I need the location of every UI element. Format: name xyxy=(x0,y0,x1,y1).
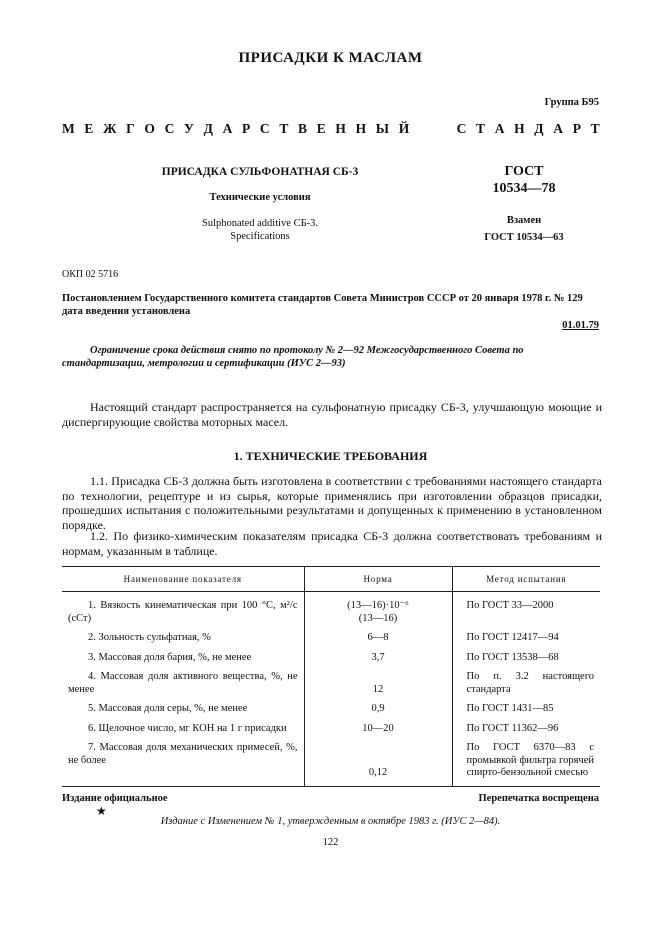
page-number: 122 xyxy=(322,837,339,848)
banner-letter: Е xyxy=(316,121,326,136)
header-norm: Норма xyxy=(304,567,452,592)
group-label: Группа Б95 xyxy=(544,97,599,108)
table-row xyxy=(62,592,600,633)
banner-letter: Т xyxy=(279,121,289,136)
norm-value xyxy=(304,592,452,633)
norm-value: 10—20 xyxy=(304,723,452,743)
test-method: По ГОСТ 1431—85 xyxy=(452,703,600,723)
okp-code: ОКП 02 5716 xyxy=(62,269,119,280)
banner-letter: Г xyxy=(126,121,135,136)
banner-letter: Т xyxy=(590,121,600,136)
gost-designation xyxy=(470,163,578,197)
banner-letter: Н xyxy=(335,121,346,136)
replaces-value: ГОСТ 10534—63 xyxy=(484,232,564,243)
table-row xyxy=(62,703,600,723)
banner-letter: А xyxy=(494,121,505,136)
validity-limit-note: Ограничение срока действия снято по протоколу № 2—92 Межгосударственного Совета по стандартизации, метрологии и сертификации (ИУС 2—93) xyxy=(62,345,524,369)
parameter-name: 5. Массовая доля серы, %, не менее xyxy=(88,703,248,714)
parameter-name: 7. Массовая доля механических примесей, %, не более xyxy=(62,742,304,786)
banner-letter: Д xyxy=(534,121,544,136)
norm-value: 3,7 xyxy=(304,652,452,672)
table-row xyxy=(62,671,600,703)
test-method: По ГОСТ 13538—68 xyxy=(452,652,600,672)
test-method: По ГОСТ 12417—94 xyxy=(452,632,600,652)
star-icon: ★ xyxy=(96,804,107,818)
gost-label: ГОСТ xyxy=(504,164,544,179)
banner-letter: У xyxy=(184,121,194,136)
section-heading: 1. ТЕХНИЧЕСКИЕ ТРЕБОВАНИЯ xyxy=(233,449,428,463)
clause-1-2: 1.2. По физико-химическим показателям присадка СБ-3 должна соответствовать требованиям и нормам, указанным в таблице. xyxy=(62,529,602,558)
banner-letter: Ж xyxy=(103,121,117,136)
banner-letter: В xyxy=(298,121,308,136)
parameter-name: 6. Щелочное число, мг КОН на 1 г присадки xyxy=(88,722,287,734)
test-method: По ГОСТ 11362—96 xyxy=(452,723,600,743)
banner-letter: Р xyxy=(242,121,251,136)
norm-value: 0,12 xyxy=(304,742,452,786)
gost-number: 10534—78 xyxy=(492,181,556,196)
clause-1-1: 1.1. Присадка СБ-3 должна быть изготовлена в соответствии с требованиями настоящего стандарта по технологии, рецептуре и из сырья, которые применялись при изготовлении образцов присадки, прошедших испытания с положительными результатами и допущенных к применению в установленном порядке. xyxy=(62,474,602,532)
standard-title: ПРИСАДКА СУЛЬФОНАТНАЯ СБ-3 xyxy=(161,166,359,178)
norm-value: 12 xyxy=(304,671,452,703)
banner-letter: Ы xyxy=(375,121,390,136)
norm-value: 6—8 xyxy=(304,632,452,652)
table-row xyxy=(62,632,600,652)
interstate-standard-banner xyxy=(62,121,600,137)
table-row xyxy=(62,723,600,743)
banner-letter: Й xyxy=(398,121,410,136)
scope-paragraph: Настоящий стандарт распространяется на сульфонатную присадку СБ-3, улучшающую моющие и диспергирующие свойства моторных масел. xyxy=(62,400,602,429)
norm-line: (13—16)·10⁻⁶ xyxy=(347,600,409,611)
effective-date: 01.01.79 xyxy=(562,320,599,331)
banner-spacer xyxy=(419,121,447,137)
replaces-label: Взамен xyxy=(506,215,542,226)
header-parameter-name: Наименование показателя xyxy=(62,567,304,592)
table-row xyxy=(62,652,600,672)
parameter-name: 3. Массовая доля бария, %, не менее xyxy=(88,651,252,663)
banner-letter: Е xyxy=(84,121,94,136)
specification-table xyxy=(62,566,600,787)
banner-letter: А xyxy=(222,121,233,136)
banner-letter: С xyxy=(456,121,467,136)
parameter-name: 4. Массовая доля активного вещества, %, не менее xyxy=(68,671,298,695)
header-test-method: Метод испытания xyxy=(452,567,600,592)
standard-subtitle: Технические условия xyxy=(209,192,311,203)
banner-letter: Д xyxy=(203,121,213,136)
decree-text: Постановлением Государственного комитета стандартов Совета Министров СССР от 20 января 1978 г. № 129 дата введения установлена xyxy=(62,293,583,317)
banner-letter: М xyxy=(62,121,75,136)
official-edition-label: Издание официальное xyxy=(62,793,168,804)
banner-letter: Т xyxy=(476,121,486,136)
table-row xyxy=(62,742,600,786)
parameter-name: 1. Вязкость кинематическая при 100 °С, м²/с (сСт) xyxy=(68,600,298,624)
banner-letter: А xyxy=(553,121,564,136)
reprint-prohibited-label: Перепечатка воспрещена xyxy=(478,793,599,804)
table-header-row xyxy=(62,567,600,592)
banner-letter: О xyxy=(144,121,155,136)
test-method: По ГОСТ 33—2000 xyxy=(452,592,600,633)
banner-letter: Р xyxy=(572,121,581,136)
parameter-name: 2. Зольность сульфатная, % xyxy=(88,632,211,643)
banner-letter: С xyxy=(259,121,270,136)
norm-line: (13—16) xyxy=(358,612,398,624)
banner-letter: Н xyxy=(514,121,525,136)
banner-letter: С xyxy=(164,121,175,136)
standard-english-title xyxy=(150,217,370,243)
norm-value: 0,9 xyxy=(304,703,452,723)
banner-letter: Н xyxy=(355,121,367,136)
test-method: По ГОСТ 6370—83 с промывкой фильтра горячей спирто-бензольной смесью xyxy=(452,742,600,786)
page-title: ПРИСАДКИ К МАСЛАМ xyxy=(238,50,423,66)
english-title-line: Sulphonated additive СБ-3. xyxy=(202,218,318,229)
english-title-line: Specifications xyxy=(230,231,290,242)
amendment-note: Издание с Изменением № 1, утвержденным в октябре 1983 г. (ИУС 2—84). xyxy=(160,816,501,827)
test-method: По п. 3.2 настоящего стандарта xyxy=(452,671,600,703)
